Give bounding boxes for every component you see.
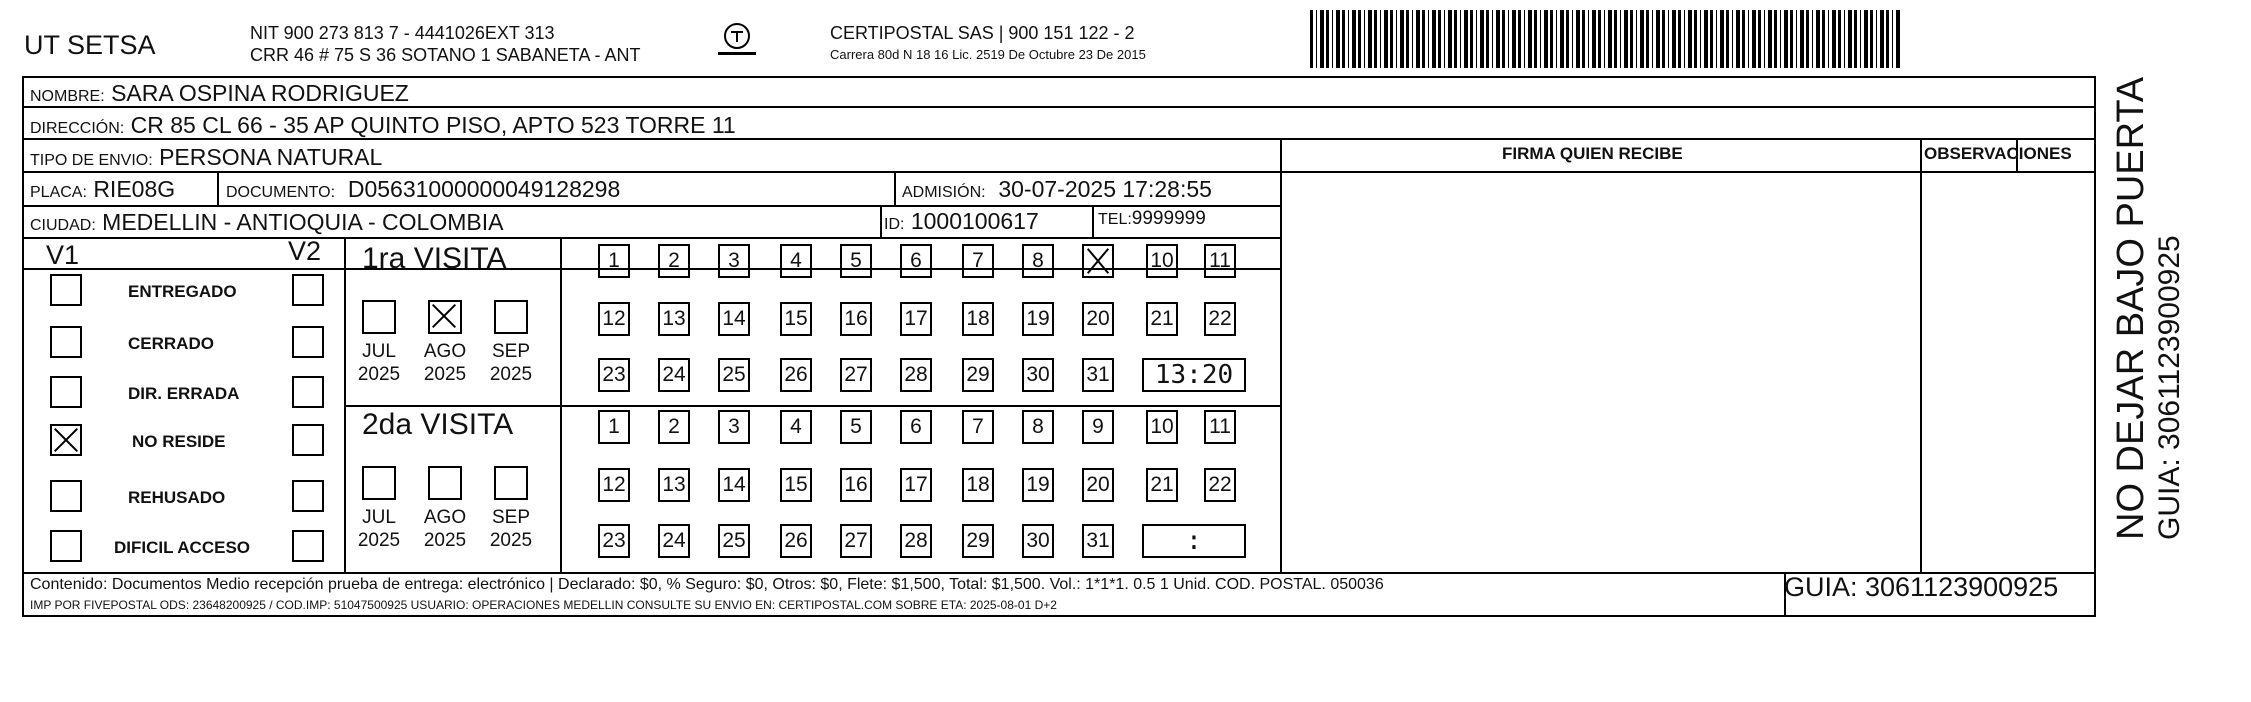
observaciones-header: OBSERVACIONES [1924, 144, 2072, 163]
admision-field [902, 176, 1212, 203]
guia-number: GUIA: 3061123900925 [1784, 572, 2059, 602]
status-v2-checkbox[interactable] [292, 274, 324, 306]
day-box[interactable]: 7 [962, 244, 994, 278]
month-name: SEP [491, 341, 531, 362]
status-v1-checkbox[interactable] [50, 480, 82, 512]
day-box[interactable]: 14 [718, 468, 750, 502]
admision-value: 30-07-2025 17:28:55 [998, 176, 1212, 202]
month-checkbox[interactable] [494, 300, 528, 334]
month-label [486, 506, 536, 552]
day-box[interactable]: 21 [1146, 302, 1178, 336]
day-box[interactable]: 12 [598, 468, 630, 502]
visit-time[interactable]: 13:20 [1142, 358, 1246, 392]
day-box[interactable]: 22 [1204, 468, 1236, 502]
month-year: 2025 [423, 530, 467, 551]
day-box[interactable]: 18 [962, 302, 994, 336]
day-box[interactable]: 27 [840, 358, 872, 392]
barcode [1310, 10, 1900, 68]
footer-print-info: IMP POR FIVEPOSTAL ODS: 23648200925 / COD.IMP: 51047500925 USUARIO: OPERACIONES MEDELLIN CONSULTE SU ENVIO EN: CERTIPOSTAL.COM SOBRE ETA: 2025-08-01 D+2 [30, 598, 1057, 612]
v1-header: V1 [46, 240, 80, 270]
status-v1-checkbox[interactable] [50, 424, 82, 456]
ciudad-field [30, 209, 503, 236]
day-box[interactable]: 15 [780, 302, 812, 336]
v2-header: V2 [288, 236, 322, 266]
day-box[interactable]: 15 [780, 468, 812, 502]
status-v2-checkbox[interactable] [292, 326, 324, 358]
carrier-license: Carrera 80d N 18 16 Lic. 2519 De Octubre 23 De 2015 [830, 47, 1146, 62]
month-checkbox[interactable] [362, 300, 396, 334]
direccion-value: CR 85 CL 66 - 35 AP QUINTO PISO, APTO 523 TORRE 11 [130, 112, 736, 138]
month-checkbox[interactable] [428, 466, 462, 500]
placa-value: RIE08G [93, 176, 176, 202]
month-label [354, 340, 404, 386]
day-box[interactable]: 29 [962, 358, 994, 392]
month-year: 2025 [357, 364, 401, 385]
day-box[interactable]: 13 [658, 468, 690, 502]
status-label: DIR. ERRADA [128, 384, 240, 403]
company-name: UT SETSA [24, 30, 156, 60]
firma-header: FIRMA QUIEN RECIBE [1502, 144, 1683, 163]
day-box[interactable]: 27 [840, 524, 872, 558]
day-box[interactable]: 21 [1146, 468, 1178, 502]
day-box[interactable]: 13 [658, 302, 690, 336]
day-box[interactable]: 6 [900, 410, 932, 444]
day-box[interactable]: 20 [1082, 468, 1114, 502]
day-box[interactable]: 17 [900, 302, 932, 336]
day-box[interactable]: 3 [718, 410, 750, 444]
day-box[interactable]: 1 [598, 244, 630, 278]
day-box[interactable]: 8 [1022, 244, 1054, 278]
documento-field [226, 176, 620, 203]
day-box[interactable]: 11 [1204, 244, 1236, 278]
day-box[interactable]: 14 [718, 302, 750, 336]
id-field [884, 208, 1039, 235]
day-box[interactable]: 10 [1146, 244, 1178, 278]
month-label [420, 506, 470, 552]
day-box[interactable]: 10 [1146, 410, 1178, 444]
day-box[interactable]: 4 [780, 410, 812, 444]
status-v1-checkbox[interactable] [50, 326, 82, 358]
carrier-info [830, 22, 1146, 66]
month-year: 2025 [489, 364, 533, 385]
day-box[interactable]: 24 [658, 358, 690, 392]
day-box[interactable]: 16 [840, 302, 872, 336]
admision-label: ADMISIÓN: [902, 184, 986, 201]
month-label [354, 506, 404, 552]
status-v2-checkbox[interactable] [292, 530, 324, 562]
direccion-label: DIRECCIÓN: [30, 120, 125, 137]
day-box[interactable]: 29 [962, 524, 994, 558]
day-box[interactable]: 28 [900, 524, 932, 558]
month-label [486, 340, 536, 386]
ciudad-label: CIUDAD: [30, 217, 96, 234]
month-name: SEP [491, 507, 531, 528]
day-box[interactable]: 23 [598, 358, 630, 392]
day-box[interactable]: 3 [718, 244, 750, 278]
day-box[interactable] [1082, 244, 1114, 278]
status-v1-checkbox[interactable] [50, 376, 82, 408]
tipo-envio-label: TIPO DE ENVIO: [30, 152, 153, 169]
status-label: REHUSADO [128, 488, 226, 507]
day-box[interactable]: 11 [1204, 410, 1236, 444]
day-box[interactable]: 5 [840, 244, 872, 278]
month-year: 2025 [489, 530, 533, 551]
status-v2-checkbox[interactable] [292, 376, 324, 408]
day-box[interactable]: 6 [900, 244, 932, 278]
certipostal-logo-icon [712, 20, 762, 64]
day-box[interactable]: 19 [1022, 468, 1054, 502]
tel-label: TEL: [1098, 211, 1132, 228]
id-value: 1000100617 [910, 208, 1039, 234]
status-v1-checkbox[interactable] [50, 274, 82, 306]
day-box[interactable]: 19 [1022, 302, 1054, 336]
day-box[interactable]: 22 [1204, 302, 1236, 336]
day-box[interactable]: 25 [718, 524, 750, 558]
status-label: NO RESIDE [132, 432, 226, 451]
day-box[interactable]: 30 [1022, 358, 1054, 392]
day-box[interactable]: 12 [598, 302, 630, 336]
day-box[interactable]: 28 [900, 358, 932, 392]
month-year: 2025 [357, 530, 401, 551]
day-box[interactable]: 23 [598, 524, 630, 558]
month-checkbox[interactable] [494, 466, 528, 500]
day-box[interactable]: 18 [962, 468, 994, 502]
visit-title: 1ra VISITA [362, 242, 507, 275]
day-box[interactable]: 2 [658, 244, 690, 278]
placa-label: PLACA: [30, 184, 87, 201]
carrier-name: CERTIPOSTAL SAS | 900 151 122 - 2 [830, 23, 1135, 43]
id-label: ID: [884, 216, 905, 233]
nit-line: NIT 900 273 813 7 - 4441026EXT 313 [250, 23, 555, 43]
month-checkbox[interactable] [362, 466, 396, 500]
day-box[interactable]: 16 [840, 468, 872, 502]
month-name: JUL [362, 507, 396, 528]
status-label: DIFICIL ACCESO [114, 538, 251, 557]
no-dejar-notice: NO DEJAR BAJO PUERTA [2110, 76, 2152, 540]
month-name: JUL [362, 341, 396, 362]
day-box[interactable]: 20 [1082, 302, 1114, 336]
day-box[interactable]: 30 [1022, 524, 1054, 558]
tel-field [1098, 208, 1206, 230]
month-checkbox[interactable] [428, 300, 462, 334]
day-box[interactable]: 26 [780, 358, 812, 392]
day-box[interactable]: 25 [718, 358, 750, 392]
direccion-field [30, 112, 736, 139]
day-box[interactable]: 8 [1022, 410, 1054, 444]
company-info [250, 22, 640, 66]
status-v2-checkbox[interactable] [292, 424, 324, 456]
nombre-field [30, 80, 409, 107]
day-box[interactable]: 31 [1082, 358, 1114, 392]
day-box[interactable]: 26 [780, 524, 812, 558]
visit-title: 2da VISITA [362, 408, 514, 441]
day-box[interactable]: 31 [1082, 524, 1114, 558]
day-box[interactable]: 5 [840, 410, 872, 444]
company-address: CRR 46 # 75 S 36 SOTANO 1 SABANETA - ANT [250, 45, 641, 65]
month-year: 2025 [423, 364, 467, 385]
day-box[interactable]: 2 [658, 410, 690, 444]
visit-time[interactable]: : [1142, 524, 1246, 558]
status-v2-checkbox[interactable] [292, 480, 324, 512]
ciudad-value: MEDELLIN - ANTIOQUIA - COLOMBIA [102, 209, 504, 235]
status-v1-checkbox[interactable] [50, 530, 82, 562]
documento-label: DOCUMENTO: [226, 184, 336, 201]
day-box[interactable]: 1 [598, 410, 630, 444]
side-guia: GUIA: 3061123900925 [2153, 235, 2186, 540]
placa-field [30, 176, 175, 203]
status-label: ENTREGADO [128, 282, 237, 301]
footer-contents: Contenido: Documentos Medio recepción prueba de entrega: electrónico | Declarado: $0, % Seguro: $0, Otros: $0, Flete: $1,500, Total: $1,500. Vol.: 1*1*1. 0.5 1 Unid. COD. POSTAL. 050036 [30, 576, 1384, 593]
day-box[interactable]: 17 [900, 468, 932, 502]
day-box[interactable]: 9 [1082, 410, 1114, 444]
tipo-envio-value: PERSONA NATURAL [159, 144, 383, 170]
month-name: AGO [423, 341, 467, 362]
side-notice [2110, 77, 2187, 540]
tel-value: 9999999 [1131, 208, 1206, 229]
nombre-value: SARA OSPINA RODRIGUEZ [111, 80, 409, 106]
tipo-envio-field [30, 144, 382, 171]
month-name: AGO [423, 507, 467, 528]
day-box[interactable]: 7 [962, 410, 994, 444]
day-box[interactable]: 4 [780, 244, 812, 278]
status-label: CERRADO [128, 334, 214, 353]
day-box[interactable]: 24 [658, 524, 690, 558]
documento-value: D05631000000049128298 [347, 176, 621, 202]
month-label [420, 340, 470, 386]
nombre-label: NOMBRE: [30, 88, 105, 105]
